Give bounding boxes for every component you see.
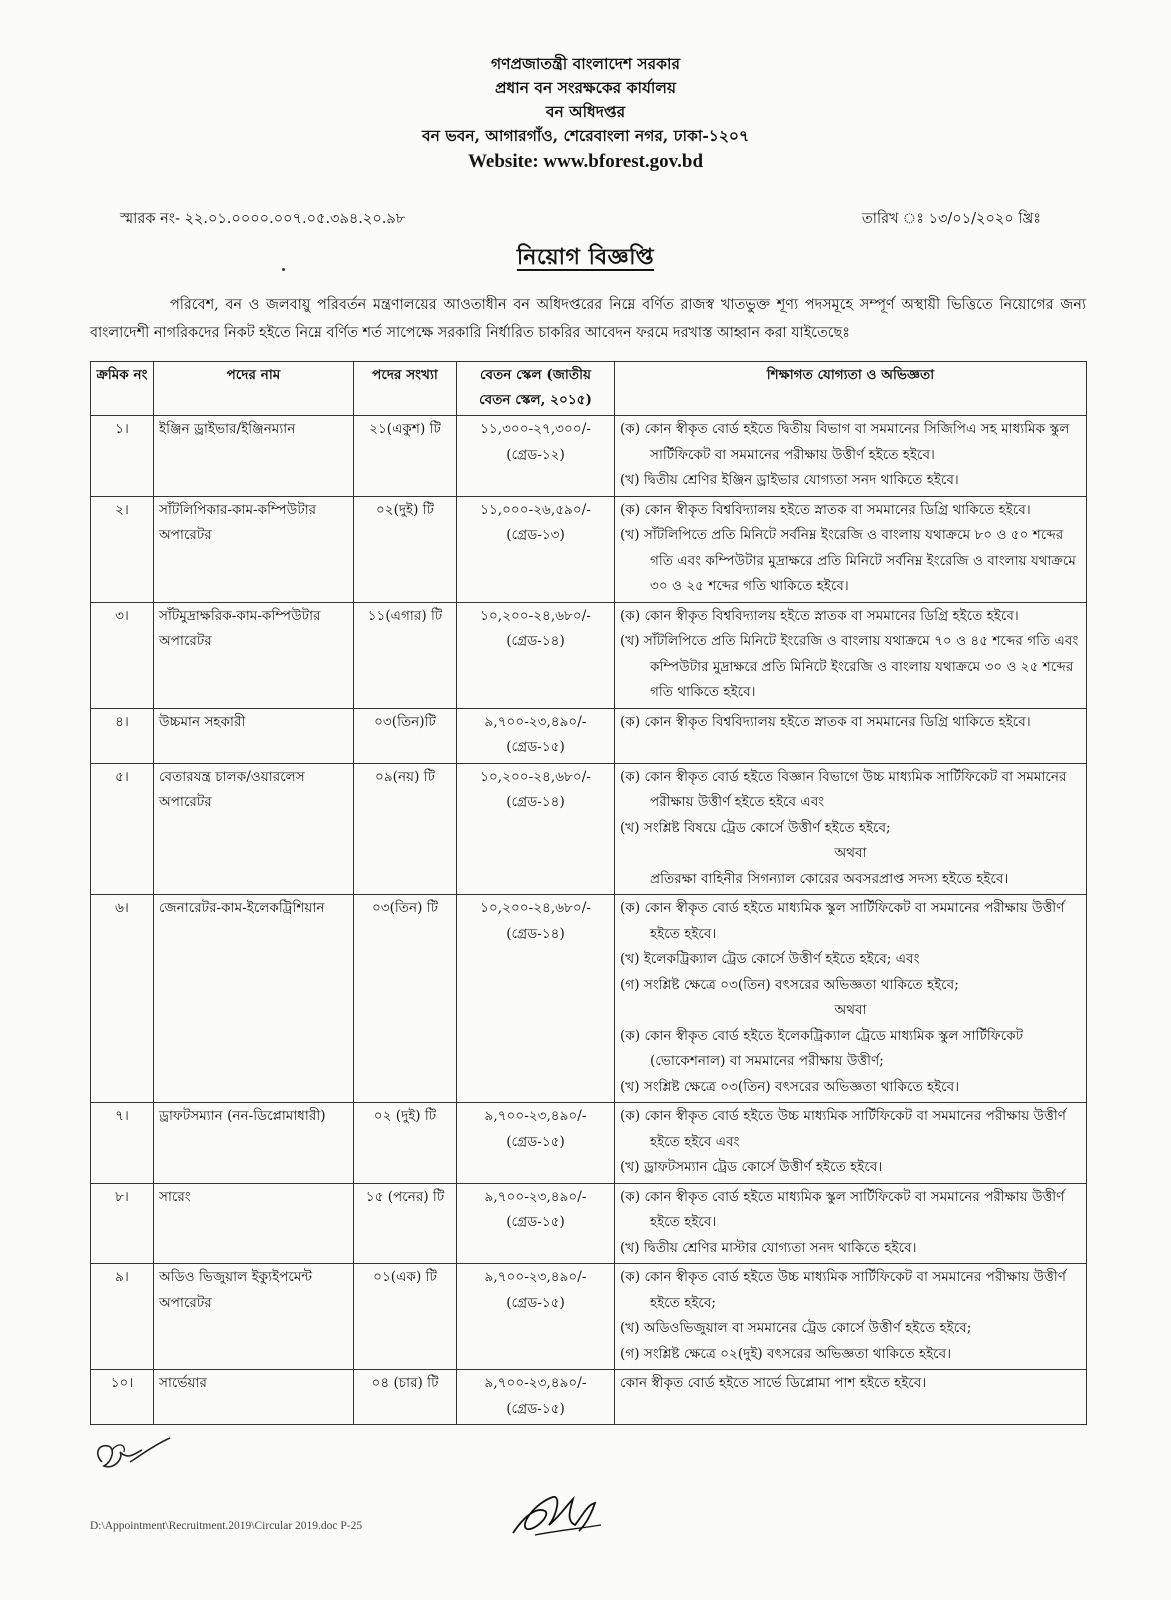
cell-post: বেতারযন্ত্র চালক/ওয়ারলেস অপারেটর: [154, 763, 354, 895]
cell-count: ০৩(তিন) টি: [354, 895, 457, 1103]
pay-scale: ৯,৭০০-২৩,৪৯০/-: [484, 1269, 587, 1285]
cell-count: ০১(এক) টি: [354, 1264, 457, 1370]
qualification-line: (খ) ড্রাফটসম্যান ট্রেড কোর্সে উত্তীর্ণ হইতে হইবে।: [620, 1159, 883, 1175]
qualification-line: (খ) ইলেকট্রিক্যাল ট্রেড কোর্সে উত্তীর্ণ হইতে হইবে; এবং: [620, 951, 920, 967]
qualification-line: (ক) কোন স্বীকৃত বিশ্ববিদ্যালয় হইতে স্নাতক বা সমমানের ডিগ্রি থাকিতে হইবে।: [620, 501, 1031, 518]
department-name: বন অধিদপ্তর: [545, 102, 626, 121]
cell-qualification: [615, 1370, 1087, 1425]
cell-count: ০২ (দুই) টি: [354, 1103, 457, 1184]
cell-count: ০৯(নয়) টি: [354, 763, 457, 895]
memo-number: স্মারক নং- ২২.০১.০০০০.০০৭.০৫.৩৯৪.২০.৯৮: [120, 211, 406, 227]
table-body: [91, 416, 1087, 1425]
cell-qualification: [615, 895, 1087, 1103]
pay-grade: (গ্রেড-১৫): [506, 739, 565, 755]
cell-serial: ২।: [91, 496, 154, 602]
cell-post: অডিও ভিজুয়াল ইক্যুইপমেন্ট অপারেটর: [154, 1264, 354, 1370]
table-row: [91, 1183, 1087, 1264]
pay-grade: (গ্রেড-১৩): [506, 527, 565, 543]
cell-count: ০২(দুই) টি: [354, 496, 457, 602]
cell-post: সার্ভেয়ার: [154, 1370, 354, 1425]
header-post: পদের নাম: [154, 362, 354, 416]
cell-qualification: [615, 708, 1087, 763]
qualification-line: (ক) কোন স্বীকৃত বোর্ড হইতে উচ্চ মাধ্যমিক সার্টিফিকেট বা সমমানের পরীক্ষায় উত্তীর্ণ হইতে হইবে এবং: [620, 1108, 1066, 1150]
cell-post: সাঁটমুদ্রাক্ষরিক-কাম-কম্পিউটার অপারেটর: [154, 602, 354, 708]
cell-qualification: [615, 1264, 1087, 1370]
cell-post: সারেং: [154, 1183, 354, 1264]
cell-qualification: [615, 763, 1087, 895]
alternative-or: অথবা: [834, 845, 867, 861]
pay-scale: ১০,২০০-২৪,৬৮০/-: [480, 768, 591, 785]
cell-scale: [457, 496, 615, 602]
header-scale: বেতন স্কেল (জাতীয় বেতন স্কেল, ২০১৫): [457, 362, 615, 416]
cell-post: জেনারেটর-কাম-ইলেকট্রিশিয়ান: [154, 895, 354, 1103]
file-path: D:\Appointment\Recruitment.2019\Circular 2019.doc P-25: [90, 1520, 363, 1532]
table-row: [91, 496, 1087, 602]
cell-serial: ৫।: [91, 763, 154, 895]
pay-grade: (গ্রেড-১৫): [506, 1214, 565, 1230]
pay-grade: (গ্রেড-১৫): [506, 1294, 565, 1311]
notice-title-text: নিয়োগ বিজ্ঞপ্তি: [516, 244, 655, 270]
qualification-line: (খ) অডিওভিজুয়াল বা সমমানের ট্রেড কোর্সে উত্তীর্ণ হইতে হইবে;: [620, 1320, 972, 1336]
govt-name: গণপ্রজাতন্ত্রী বাংলাদেশ সরকার: [490, 54, 681, 73]
vacancy-table: [90, 361, 1087, 1425]
table-row: [91, 1264, 1087, 1370]
qualification-line: (ক) কোন স্বীকৃত বোর্ড হইতে উচ্চ মাধ্যমিক সার্টিফিকেট বা সমমানের পরীক্ষায় উত্তীর্ণ হইতে হইবে;: [620, 1269, 1066, 1311]
intro-paragraph: পরিবেশ, বন ও জলবায়ু পরিবর্তন মন্ত্রণালয়ের আওতাধীন বন অধিদপ্তরের নিম্নে বর্ণিত রাজস্ব খাতভুক্ত শূণ্য পদসমূহে সম্পূর্ণ অস্থায়ী ভিত্তিতে নিয়োগের জন্য বাংলাদেশী নাগরিকদের নিকট হইতে নিম্নে বর্ণিত শর্ত সাপেক্ষে সরকারি নির্ধারিত চাকরির আবেদন ফরমে দরখাস্ত আহ্বান করা যাইতেছেঃ: [90, 297, 1086, 341]
pay-scale: ১০,২০০-২৪,৬৮০/-: [480, 900, 591, 916]
office-address: বন ভবন, আগারগাঁও, শেরেবাংলা নগর, ঢাকা-১২০৭: [421, 126, 750, 145]
cell-serial: ৯।: [91, 1264, 154, 1370]
cell-scale: [457, 602, 615, 708]
officer-signature: [505, 1485, 615, 1545]
cell-scale: [457, 895, 615, 1103]
notice-date: তারিখ ঃ ১৩/০১/২০২০ খ্রিঃ: [861, 211, 1041, 227]
cell-count: ০৩(তিন)টি: [354, 708, 457, 763]
qualification-line: (খ) সাঁটলিপিতে প্রতি মিনিটে সর্বনিম্ন ইংরেজি ও বাংলায় যথাক্রমে ৮০ ও ৫০ শব্দের গতি এবং কম্পিউটার মুদ্রাক্ষরে প্রতি মিনিটে সর্বনিম্ন ইংরেজি ও বাংলায় যথাক্রমে ৩০ ও ২৫ শব্দের গতি থাকিতে হইবে।: [620, 527, 1076, 594]
cell-count: ০৪ (চার) টি: [354, 1370, 457, 1425]
cell-serial: ৮।: [91, 1183, 154, 1264]
qualification-line: (খ) সাঁটলিপিতে প্রতি মিনিটে ইংরেজি ও বাংলায় যথাক্রমে ৭০ ও ৪৫ শব্দের গতি এবং কম্পিউটার মুদ্রাক্ষরে প্রতি মিনিটে ইংরেজি ও বাংলায় যথাক্রমে ৩০ ও ২৫ শব্দের গতি থাকিতে হইবে।: [620, 633, 1079, 700]
notice-title: [0, 240, 1171, 277]
qualification-line: (গ) সংশ্লিষ্ট ক্ষেত্রে ০২(দুই) বৎসরের অভিজ্ঞতা থাকিতে হইবে।: [620, 1345, 952, 1362]
qualification-line: (ক) কোন স্বীকৃত বোর্ড হইতে মাধ্যমিক স্কুল সার্টিফিকেট বা সমমানের পরীক্ষায় উত্তীর্ণ হইতে হইবে।: [620, 900, 1065, 942]
pay-scale: ৯,৭০০-২৩,৪৯০/-: [484, 1108, 587, 1124]
cell-count: ১১(এগার) টি: [354, 602, 457, 708]
qualification-line: (খ) দ্বিতীয় শ্রেণির মাস্টার যোগ্যতা সনদ থাকিতে হইবে।: [620, 1239, 917, 1256]
qualification-line: (খ) দ্বিতীয় শ্রেণির ইঞ্জিন ড্রাইভার যোগ্যতা সনদ থাকিতে হইবে।: [620, 472, 959, 488]
cell-count: ২১(একুশ) টি: [354, 416, 457, 497]
cell-scale: [457, 1103, 615, 1184]
pay-scale: ১১,০০০-২৬,৫৯০/-: [480, 501, 591, 518]
cell-scale: [457, 708, 615, 763]
qualification-line: (গ) সংশ্লিষ্ট ক্ষেত্রে ০৩(তিন) বৎসরের অভিজ্ঞতা থাকিতে হইবে;: [620, 976, 959, 993]
cell-qualification: [615, 496, 1087, 602]
header-qualification: শিক্ষাগত যোগ্যতা ও অভিজ্ঞতা: [615, 362, 1087, 416]
cell-serial: ৩।: [91, 602, 154, 708]
cell-qualification: [615, 416, 1087, 497]
pay-grade: (গ্রেড-১৪): [506, 925, 565, 942]
website: Website: www.bforest.gov.bd: [467, 151, 704, 172]
qualification-line: (খ) সংশ্লিষ্ট বিষয়ে ট্রেড কোর্সে উত্তীর্ণ হইতে হইবে;: [620, 819, 891, 836]
office-header: [0, 52, 1171, 176]
alternative-or: অথবা: [834, 1002, 867, 1018]
cell-qualification: [615, 1103, 1087, 1184]
office-name: প্রধান বন সংরক্ষকের কার্যালয়: [494, 78, 677, 97]
qualification-line: (খ) সংশ্লিষ্ট ক্ষেত্রে ০৩(তিন) বৎসরের অভিজ্ঞতা থাকিতে হইবে।: [620, 1078, 960, 1095]
pay-grade: (গ্রেড-১৫): [506, 1400, 565, 1417]
pay-scale: ১০,২০০-২৪,৬৮০/-: [480, 607, 591, 624]
cell-serial: ১০।: [91, 1370, 154, 1425]
cell-scale: [457, 416, 615, 497]
header-serial: ক্রমিক নং: [91, 362, 154, 416]
cell-post: উচ্চমান সহকারী: [154, 708, 354, 763]
cell-post: ড্রাফটসম্যান (নন-ডিপ্লোমাধারী): [154, 1103, 354, 1184]
header-count: পদের সংখ্যা: [354, 362, 457, 416]
cell-post: ইঞ্জিন ড্রাইভার/ইঞ্জিনম্যান: [154, 416, 354, 497]
qualification-line: (ক) কোন স্বীকৃত বোর্ড হইতে দ্বিতীয় বিভাগ বা সমমানের সিজিপিএ সহ মাধ্যমিক স্কুল সার্টিফিকেট বা সমমানের পরীক্ষায় উত্তীর্ণ হইতে হইবে।: [620, 421, 1070, 463]
table-header-row: [91, 362, 1087, 416]
pay-scale: ৯,৭০০-২৩,৪৯০/-: [484, 713, 587, 730]
cell-scale: [457, 1183, 615, 1264]
cell-post: সাঁটলিপিকার-কাম-কম্পিউটার অপারেটর: [154, 496, 354, 602]
pay-scale: ১১,৩০০-২৭,৩০০/-: [480, 421, 591, 437]
qualification-line: কোন স্বীকৃত বোর্ড হইতে সার্ভে ডিপ্লোমা পাশ হইতে হইবে।: [620, 1375, 927, 1391]
table-row: [91, 763, 1087, 895]
qualification-line: (ক) কোন স্বীকৃত বিশ্ববিদ্যালয় হইতে স্নাতক বা সমমানের ডিগ্রি হইতে হইবে।: [620, 607, 1019, 624]
cell-serial: ৪।: [91, 708, 154, 763]
table-row: [91, 1103, 1087, 1184]
cell-count: ১৫ (পনের) টি: [354, 1183, 457, 1264]
pay-scale: ৯,৭০০-২৩,৪৯০/-: [484, 1188, 587, 1205]
pay-grade: (গ্রেড-১৪): [506, 794, 565, 810]
qualification-line: (ক) কোন স্বীকৃত বোর্ড হইতে বিজ্ঞান বিভাগে উচ্চ মাধ্যমিক সার্টিফিকেট বা সমমানের পরীক্ষায় উত্তীর্ণ হইতে হইবে এবং: [620, 768, 1067, 810]
table-row: [91, 602, 1087, 708]
pay-grade: (গ্রেড-১২): [506, 446, 565, 463]
cell-serial: ১।: [91, 416, 154, 497]
table-row: [91, 416, 1087, 497]
table-row: [91, 895, 1087, 1103]
cell-qualification: [615, 1183, 1087, 1264]
pay-scale: ৯,৭০০-২৩,৪৯০/-: [484, 1375, 587, 1391]
cell-scale: [457, 763, 615, 895]
table-row: [91, 708, 1087, 763]
qualification-line: (ক) কোন স্বীকৃত বোর্ড হইতে ইলেকট্রিক্যাল ট্রেডে মাধ্যমিক স্কুল সার্টিফিকেট (ভোকেশনাল) বা সমমানের পরীক্ষায় উত্তীর্ণ;: [620, 1027, 1024, 1069]
cell-scale: [457, 1264, 615, 1370]
qualification-line: প্রতিরক্ষা বাহিনীর সিগন্যাল কোরের অবসরপ্রাপ্ত সদস্য হইতে হইবে।: [650, 870, 1009, 887]
stray-dot: [282, 268, 285, 271]
cell-serial: ৬।: [91, 895, 154, 1103]
table-row: [91, 1370, 1087, 1425]
cell-scale: [457, 1370, 615, 1425]
qualification-line: (ক) কোন স্বীকৃত বিশ্ববিদ্যালয় হইতে স্নাতক বা সমমানের ডিগ্রি থাকিতে হইবে।: [620, 713, 1031, 730]
cell-qualification: [615, 602, 1087, 708]
pay-grade: (গ্রেড-১৫): [506, 1133, 565, 1150]
cell-serial: ৭।: [91, 1103, 154, 1184]
initial-signature: [90, 1432, 180, 1482]
qualification-line: (ক) কোন স্বীকৃত বোর্ড হইতে মাধ্যমিক স্কুল সার্টিফিকেট বা সমমানের পরীক্ষায় উত্তীর্ণ হইতে হইবে।: [620, 1188, 1065, 1230]
pay-grade: (গ্রেড-১৪): [506, 633, 565, 649]
